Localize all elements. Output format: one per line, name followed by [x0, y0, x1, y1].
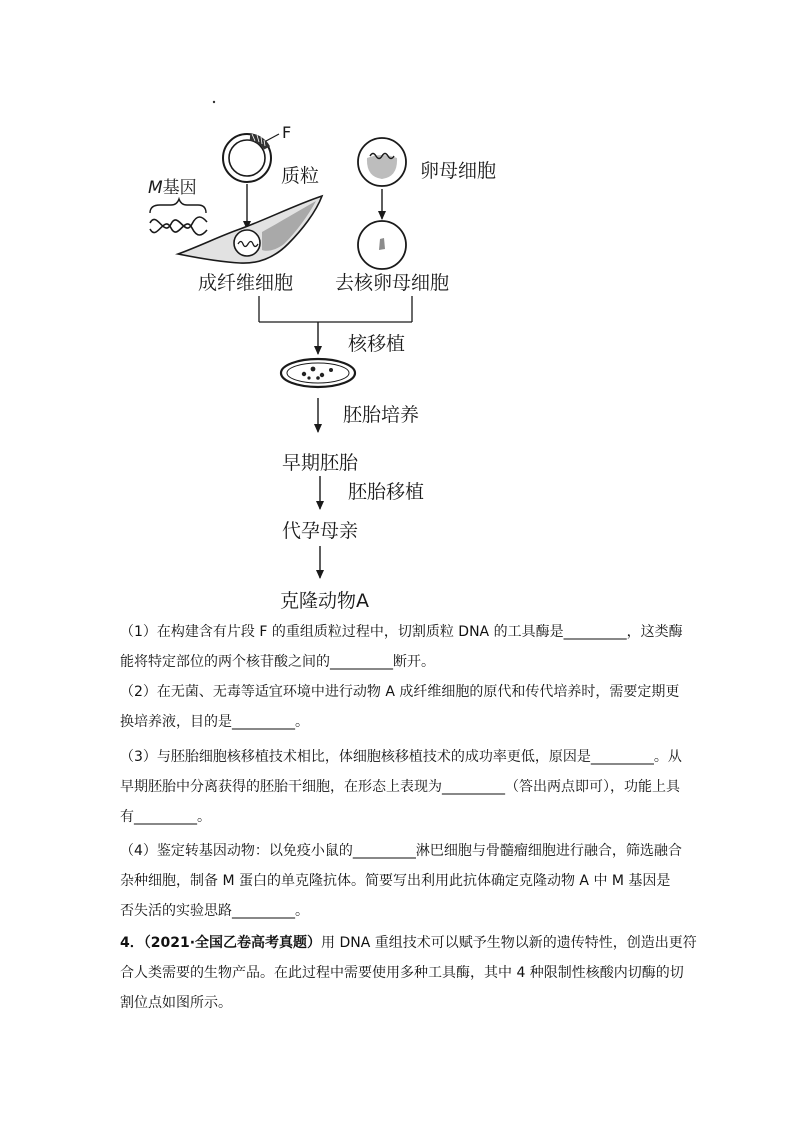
plasmid-inner-ring	[229, 140, 265, 176]
m-gene-helix	[150, 217, 207, 235]
oocyte	[358, 138, 406, 186]
stray-dot	[213, 101, 215, 103]
next-problem-text: 用 DNA 重组技术可以赋予生物以新的遗传特性，创造出更符	[321, 935, 697, 951]
question-line: 有_________。	[120, 809, 211, 825]
question-line: 合人类需要的生物产品。在此过程中需要使用多种工具酶，其中 4 种限制性核酸内切酶的切	[120, 965, 684, 981]
question-line: （2）在无菌、无毒等适宜环境中进行动物 A 成纤维细胞的原代和传代培养时，需要定期更	[120, 684, 680, 700]
m-gene-label	[148, 178, 197, 198]
m-gene-symbol: M	[148, 178, 163, 198]
question-line: 割位点如图所示。	[120, 995, 232, 1011]
fragment-f-label: F	[282, 123, 292, 142]
helix-strand-1	[150, 217, 207, 228]
m-gene-text: 基因	[162, 178, 197, 198]
next-problem-first-line	[120, 928, 720, 958]
question-line: 能将特定部位的两个核苷酸之间的_________断开。	[120, 654, 435, 670]
embryo-culture-label: 胚胎培养	[343, 404, 420, 426]
m-gene-brace	[150, 199, 206, 213]
question-line: 否失活的实验思路_________。	[120, 903, 309, 919]
dish-cell	[329, 368, 333, 372]
dish-cell	[307, 376, 310, 379]
petri-dish	[281, 359, 355, 387]
surrogate-mother-label: 代孕母亲	[282, 520, 359, 542]
question-line: （1）在构建含有片段 F 的重组质粒过程中，切割质粒 DNA 的工具酶是_________，这类酶	[120, 624, 683, 640]
question-block	[120, 617, 720, 1018]
fibroblast	[178, 196, 322, 263]
question-line: （3）与胚胎细胞核移植技术相比，体细胞核移植技术的成功率更低，原因是_________。从	[120, 749, 682, 765]
question-1	[120, 617, 720, 677]
enucleated-oocyte	[358, 221, 406, 269]
dish-cell	[302, 372, 306, 376]
early-embryo-label: 早期胚胎	[282, 452, 359, 474]
plasmid	[223, 134, 279, 182]
question-3	[120, 742, 720, 832]
next-problem	[120, 928, 720, 1018]
oocyte-label: 卵母细胞	[420, 160, 497, 182]
nuclear-transfer-label: 核移植	[348, 333, 406, 355]
question-line: 换培养液，目的是_________。	[120, 714, 309, 730]
fragment-f-pointer	[266, 134, 279, 141]
dish-cell	[316, 376, 320, 380]
helix-strand-2	[150, 224, 207, 235]
question-line: 早期胚胎中分离获得的胚胎干细胞，在形态上表现为_________（答出两点即可），功能上具	[120, 779, 680, 795]
cloned-animal-label: 克隆动物A	[280, 590, 369, 612]
enucleated-oocyte-label: 去核卵母细胞	[335, 272, 450, 294]
question-4	[120, 836, 720, 926]
fibroblast-label: 成纤维细胞	[198, 272, 294, 294]
question-line: 杂种细胞，制备 M 蛋白的单克隆抗体。简要写出利用此抗体确定克隆动物 A 中 M 基因是	[120, 873, 671, 889]
dish-cell	[311, 367, 316, 372]
embryo-transfer-label: 胚胎移植	[348, 481, 425, 503]
question-line: （4）鉴定转基因动物：以免疫小鼠的_________淋巴细胞与骨髓瘤细胞进行融合，筛选融合	[120, 843, 682, 859]
next-problem-heading: 4．（2021·全国乙卷高考真题）	[120, 935, 322, 951]
dish-inner	[287, 363, 349, 383]
question-2	[120, 677, 720, 737]
plasmid-label: 质粒	[281, 165, 320, 187]
dish-cell	[320, 373, 324, 377]
